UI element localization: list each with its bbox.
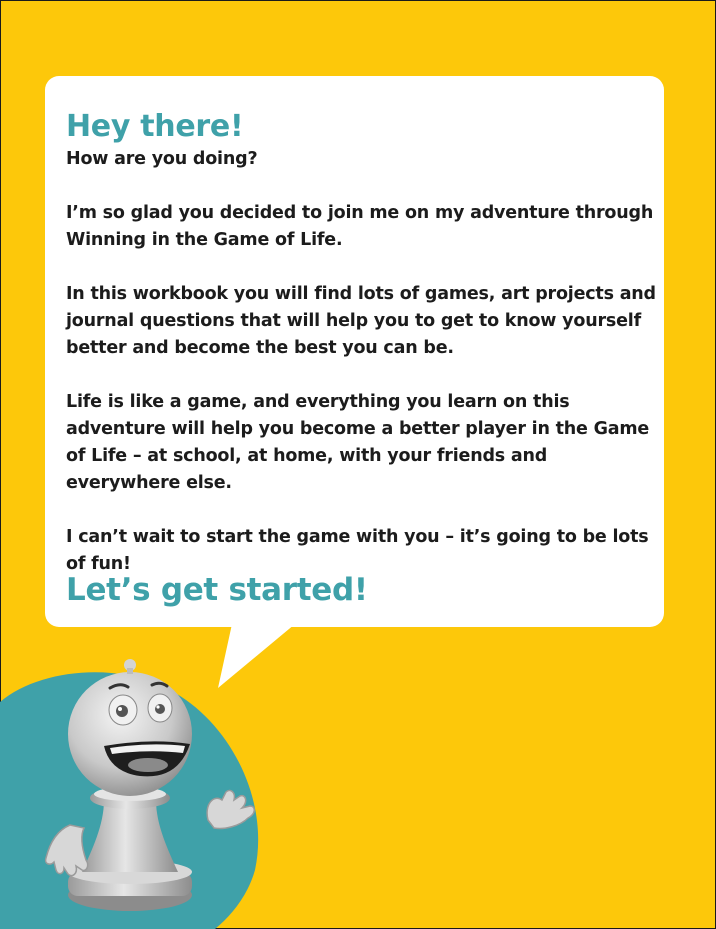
- paragraph-1: How are you doing?: [66, 149, 258, 169]
- greeting-heading: Hey there!: [66, 109, 244, 144]
- message-body: [66, 108, 656, 578]
- closing-heading: Let’s get started!: [66, 572, 368, 608]
- pawn-mascot-icon: [0, 650, 280, 929]
- paragraph-5: I can’t wait to start the game with you – it’s going to be lots of fun!: [66, 527, 649, 574]
- paragraph-2: I’m so glad you decided to join me on my adventure through Winning in the Game of Life.: [66, 203, 654, 250]
- paragraph-4: Life is like a game, and everything you learn on this adventure will help you become a better player in the Game of Life – at school, at home, with your friends and everywhere else.: [66, 392, 650, 493]
- paragraph-3: In this workbook you will find lots of games, art projects and journal questions that will help you to get to know yourself better and become the best you can be.: [66, 284, 656, 358]
